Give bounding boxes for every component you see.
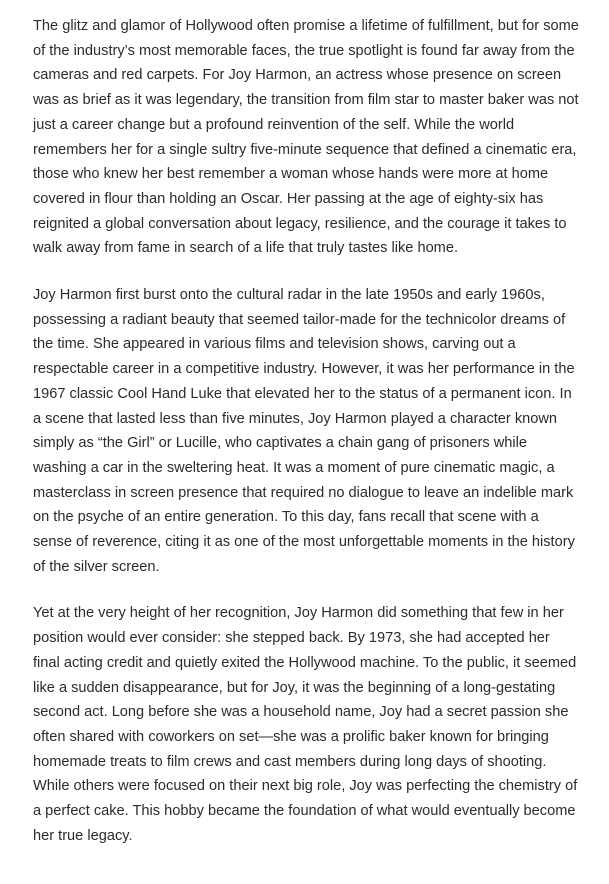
article-paragraph: The glitz and glamor of Hollywood often promise a lifetime of fulfillment, but for some of the industry’s most memorable faces, the true spotlight is found far away from the cameras and red carpets. For Joy Harmon, an actress whose presence on screen was as brief as it was legendary, the transition from film star to master baker was not just a career change but a profound reinvention of the self. While the world remembers her for a single sultry five-minute sequence that defined a cinematic era, those who knew her best remember a woman whose hands were more at home covered in flour than holding an Oscar. Her passing at the age of eighty-six has reignited a global conversation about legacy, resilience, and the courage it takes to walk away from fame in search of a life that truly tastes like home. xyxy=(33,18,579,257)
article-paragraph: Joy Harmon first burst onto the cultural radar in the late 1950s and early 1960s, possessing a radiant beauty that seemed tailor-made for the technicolor dreams of the time. She appeared in various films and television shows, carving out a respectable career in a competitive industry. However, it was her performance in the 1967 classic Cool Hand Luke that elevated her to the status of a permanent icon. In a scene that lasted less than five minutes, Joy Harmon played a character known simply as “the Girl” or Lucille, who captivates a chain gang of prisoners while washing a car in the sweltering heat. It was a moment of pure cinematic magic, a masterclass in screen presence that required no dialogue to leave an indelible mark on the psyche of an entire generation. To this day, fans recall that scene with a sense of reverence, citing it as one of the most unforgettable moments in the history of the silver screen. xyxy=(33,287,575,575)
article-paragraph: Yet at the very height of her recognition, Joy Harmon did something that few in her position would ever consider: she stepped back. By 1973, she had accepted her final acting credit and quietly exited the Hollywood machine. To the public, it seemed like a sudden disappearance, but for Joy, it was the beginning of a long-gestating second act. Long before she was a household name, Joy had a secret passion she often shared with coworkers on set—she was a prolific baker known for bringing homemade treats to film crews and cast members during long days of shooting. While others were focused on their next big role, Joy was perfecting the chemistry of a perfect cake. This hobby became the foundation of what would eventually become her true legacy. xyxy=(33,605,578,844)
